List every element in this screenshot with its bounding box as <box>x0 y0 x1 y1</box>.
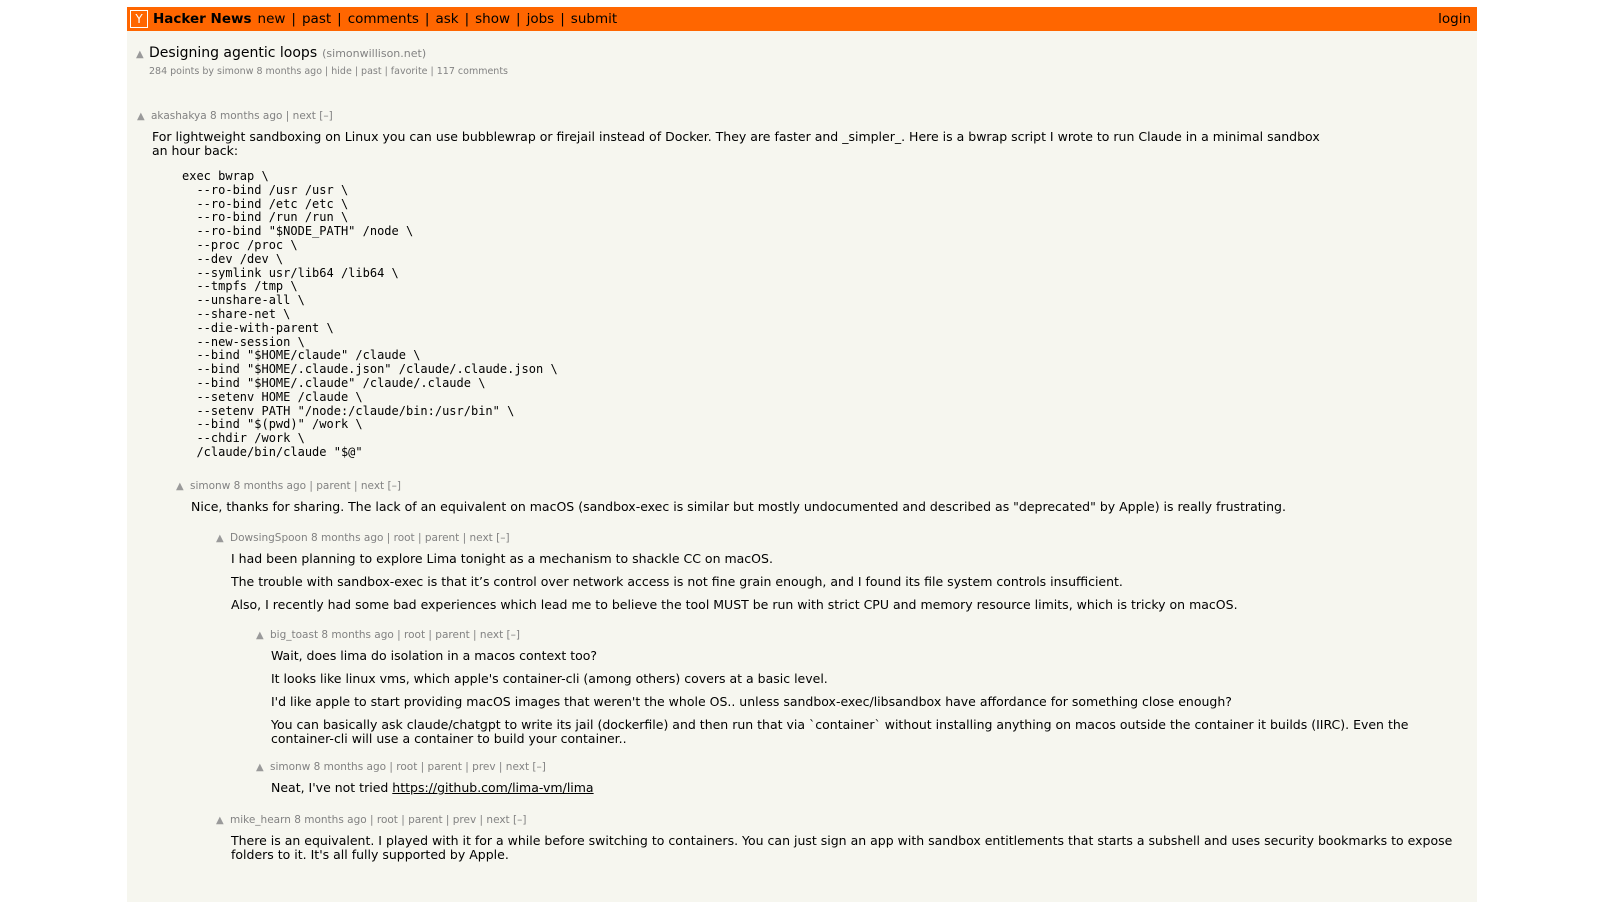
comment-paragraph: I had been planning to explore Lima tonight as a mechanism to shackle CC on macOS. <box>231 551 773 566</box>
nav-show[interactable]: show <box>475 11 511 27</box>
upvote-arrow-icon[interactable]: ▲ <box>176 481 184 492</box>
comment-header <box>137 110 1322 122</box>
comment-meta[interactable]: simonw 8 months ago | root | parent | prev | next [–] <box>270 761 546 773</box>
story <box>136 45 508 77</box>
comment-header <box>256 629 1466 641</box>
comment-text: Neat, I've not tried <box>271 780 393 795</box>
comment-body <box>271 649 1466 746</box>
upvote-arrow-icon[interactable]: ▲ <box>137 111 145 122</box>
comment <box>176 480 1461 523</box>
comment <box>137 110 1322 460</box>
nav-ask[interactable]: ask <box>435 11 459 27</box>
upvote-arrow-icon[interactable]: ▲ <box>256 630 264 641</box>
comment-paragraph <box>271 781 1451 795</box>
nav-links <box>258 11 618 27</box>
nav-jobs[interactable]: jobs <box>526 11 555 27</box>
comment-meta[interactable]: mike_hearn 8 months ago | root | parent | prev | next [–] <box>230 814 527 826</box>
upvote-arrow-icon[interactable]: ▲ <box>216 815 224 826</box>
nav-separator: | <box>560 11 565 27</box>
comment-meta[interactable]: simonw 8 months ago | parent | next [–] <box>190 480 401 492</box>
nav-separator: | <box>464 11 470 27</box>
lima-link[interactable]: https://github.com/lima-vm/lima <box>392 780 594 795</box>
comment-paragraph: For lightweight sandboxing on Linux you can use bubblewrap or firejail instead of Docker. They are faster and _simpler_. Here is a bwrap script I wrote to run Claude in a minimal sandbox an hour back: <box>152 129 1320 158</box>
comment-body <box>152 130 1322 460</box>
nav-separator: | <box>337 11 342 27</box>
comment-header <box>256 761 1451 773</box>
comment-meta[interactable]: akashakya 8 months ago | next [–] <box>151 110 333 122</box>
login-link[interactable]: login <box>1438 11 1471 27</box>
upvote-arrow-icon[interactable]: ▲ <box>136 49 144 60</box>
comment-paragraph: Nice, thanks for sharing. The lack of an equivalent on macOS (sandbox-exec is similar but mostly undocumented and described as "deprecated" by Apple) is really frustrating. <box>191 499 1286 514</box>
nav-separator: | <box>291 11 296 27</box>
comment-paragraph: There is an equivalent. I played with it for a while before switching to containers. You can just sign an app with sandbox entitlements that starts a subshell and uses security bookmarks to expose folders to it. It's all fully supported by Apple. <box>231 833 1453 862</box>
comment <box>216 814 1461 871</box>
comment <box>256 629 1466 755</box>
upvote-arrow-icon[interactable]: ▲ <box>256 762 264 773</box>
comment-meta[interactable]: DowsingSpoon 8 months ago | root | parent | next [–] <box>230 532 510 544</box>
nav-submit[interactable]: submit <box>570 11 618 27</box>
comment-paragraph: Wait, does lima do isolation in a macos context too? <box>271 648 598 663</box>
comment-paragraph: You can basically ask claude/chatgpt to write its jail (dockerfile) and then run that via `container` without installing anything on macos outside the container it builds (IIRC). Even the container-cli will use a container to build your container.. <box>271 717 1409 746</box>
y-logo-icon[interactable]: Y <box>130 10 148 28</box>
story-title[interactable]: Designing agentic loops <box>149 45 318 61</box>
nav-comments[interactable]: comments <box>347 11 419 27</box>
nav-new[interactable]: new <box>257 11 286 27</box>
comment <box>256 761 1451 804</box>
comment-body <box>231 552 1461 612</box>
comment-paragraph: It looks like linux vms, which apple's container-cli (among others) covers at a basic level. <box>271 671 828 686</box>
comment-body <box>271 781 1451 795</box>
nav-past[interactable]: past <box>301 11 332 27</box>
code-block: exec bwrap \ --ro-bind /usr /usr \ --ro-bind /etc /etc \ --ro-bind /run /run \ --ro-bind "$NODE_PATH" /node \ --proc /proc \ --dev /dev \ --symlink usr/lib64 /lib64 \ --tmpfs /tmp \ --unshare-all \ --share-net \ --die-with-parent \ --new-session \ --bind "$HOME/claude" /claude \ --bind "$HOME/.claude.json" /claude/.claude.json \ --bind "$HOME/.claude" /claude/.claude \ --setenv HOME /claude \ --setenv PATH "/node:/claude/bin:/usr/bin" \ --bind "$(pwd)" /work \ --chdir /work \ /claude/bin/claude "$@" <box>182 169 558 459</box>
comment-paragraph: Also, I recently had some bad experiences which lead me to believe the tool MUST be run with strict CPU and memory resource limits, which is tricky on macOS. <box>231 597 1238 612</box>
comment-header <box>176 480 1461 492</box>
upvote-arrow-icon[interactable]: ▲ <box>216 533 224 544</box>
brand-link[interactable]: Hacker News <box>153 11 252 27</box>
story-domain[interactable]: (simonwillison.net) <box>322 47 427 60</box>
comment-header <box>216 814 1461 826</box>
comment-paragraph: The trouble with sandbox-exec is that it’s control over network access is not fine grain enough, and I found its file system controls insufficient. <box>231 574 1123 589</box>
comment <box>216 532 1461 621</box>
nav-separator: | <box>516 11 521 27</box>
top-bar <box>127 7 1477 31</box>
hn-page <box>127 7 1477 902</box>
comment-body <box>191 500 1461 514</box>
comment-meta[interactable]: big_toast 8 months ago | root | parent | next [–] <box>270 629 520 641</box>
nav-separator: | <box>424 11 430 27</box>
story-subtext[interactable]: 284 points by simonw 8 months ago | hide | past | favorite | 117 comments <box>149 66 508 77</box>
comment-header <box>216 532 1461 544</box>
comment-body <box>231 834 1461 862</box>
comment-paragraph: I'd like apple to start providing macOS images that weren't the whole OS.. unless sandbox-exec/libsandbox have affordance for something close enough? <box>271 694 1232 709</box>
